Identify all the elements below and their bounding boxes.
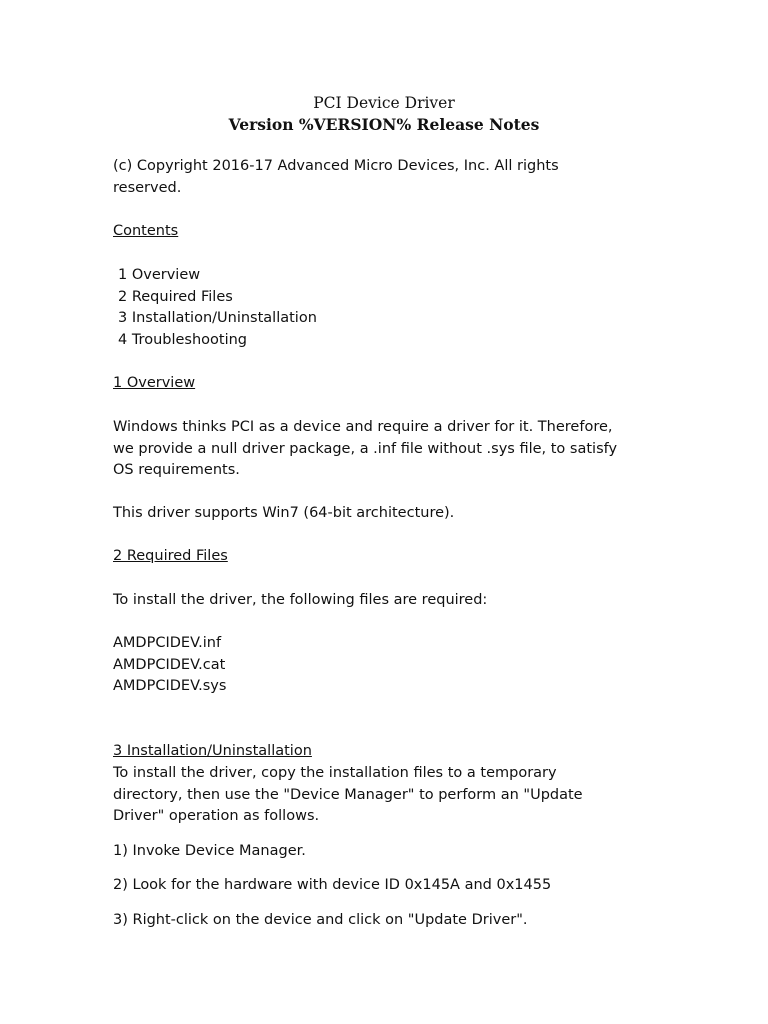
installation-step (113, 910, 663, 932)
contents-item: 2 Required Files (118, 288, 233, 305)
installation-step-text: 3) Right-click on the device and click on "Update Driver". (113, 912, 528, 928)
overview-paragraph-2 (113, 503, 663, 525)
required-files-heading (113, 546, 663, 568)
overview-line: Windows thinks PCI as a device and require a driver for it. Therefore, (113, 419, 613, 435)
contents-item: 3 Installation/Uninstallation (118, 310, 317, 327)
file-name: AMDPCIDEV.inf (113, 635, 222, 651)
contents-heading (113, 221, 663, 243)
required-files-list (113, 633, 663, 698)
contents-item: 1 Overview (118, 267, 201, 283)
installation-heading (113, 741, 663, 763)
required-files-intro-text: To install the driver, the following files are required: (113, 592, 488, 608)
overview-line: OS requirements. (113, 462, 240, 479)
file-name: AMDPCIDEV.cat (113, 656, 226, 673)
installation-step (113, 841, 663, 863)
installation-heading-text: 3 Installation/Uninstallation (113, 743, 312, 759)
overview-line: This driver supports Win7 (64-bit architecture). (113, 505, 455, 521)
copyright-notice (113, 156, 663, 199)
installation-line: To install the driver, copy the installation files to a temporary (113, 765, 557, 781)
file-name: AMDPCIDEV.sys (113, 678, 227, 695)
overview-heading-text: 1 Overview (113, 375, 196, 391)
title-line-2: Version %VERSION% Release Notes (228, 115, 540, 134)
installation-step-text: 2) Look for the hardware with device ID 0x145A and 0x1455 (113, 877, 552, 893)
installation-step-text: 1) Invoke Device Manager. (113, 843, 306, 859)
title-line-1: PCI Device Driver (313, 94, 455, 112)
installation-line: directory, then use the "Device Manager" to perform an "Update (113, 786, 583, 803)
overview-paragraph-1 (113, 417, 663, 482)
document-title (0, 92, 768, 136)
installation-intro (113, 763, 663, 828)
contents-list (113, 265, 663, 352)
contents-item: 4 Troubleshooting (118, 332, 248, 349)
contents-heading-text: Contents (113, 223, 179, 239)
installation-line: Driver" operation as follows. (113, 808, 320, 825)
copyright-line-2: reserved. (113, 179, 182, 196)
required-files-intro (113, 590, 663, 612)
installation-step (113, 875, 663, 897)
required-files-heading-text: 2 Required Files (113, 548, 228, 564)
overview-heading (113, 373, 663, 395)
copyright-line-1: (c) Copyright 2016-17 Advanced Micro Devices, Inc. All rights (113, 158, 559, 174)
overview-line: we provide a null driver package, a .inf file without .sys file, to satisfy (113, 440, 618, 457)
